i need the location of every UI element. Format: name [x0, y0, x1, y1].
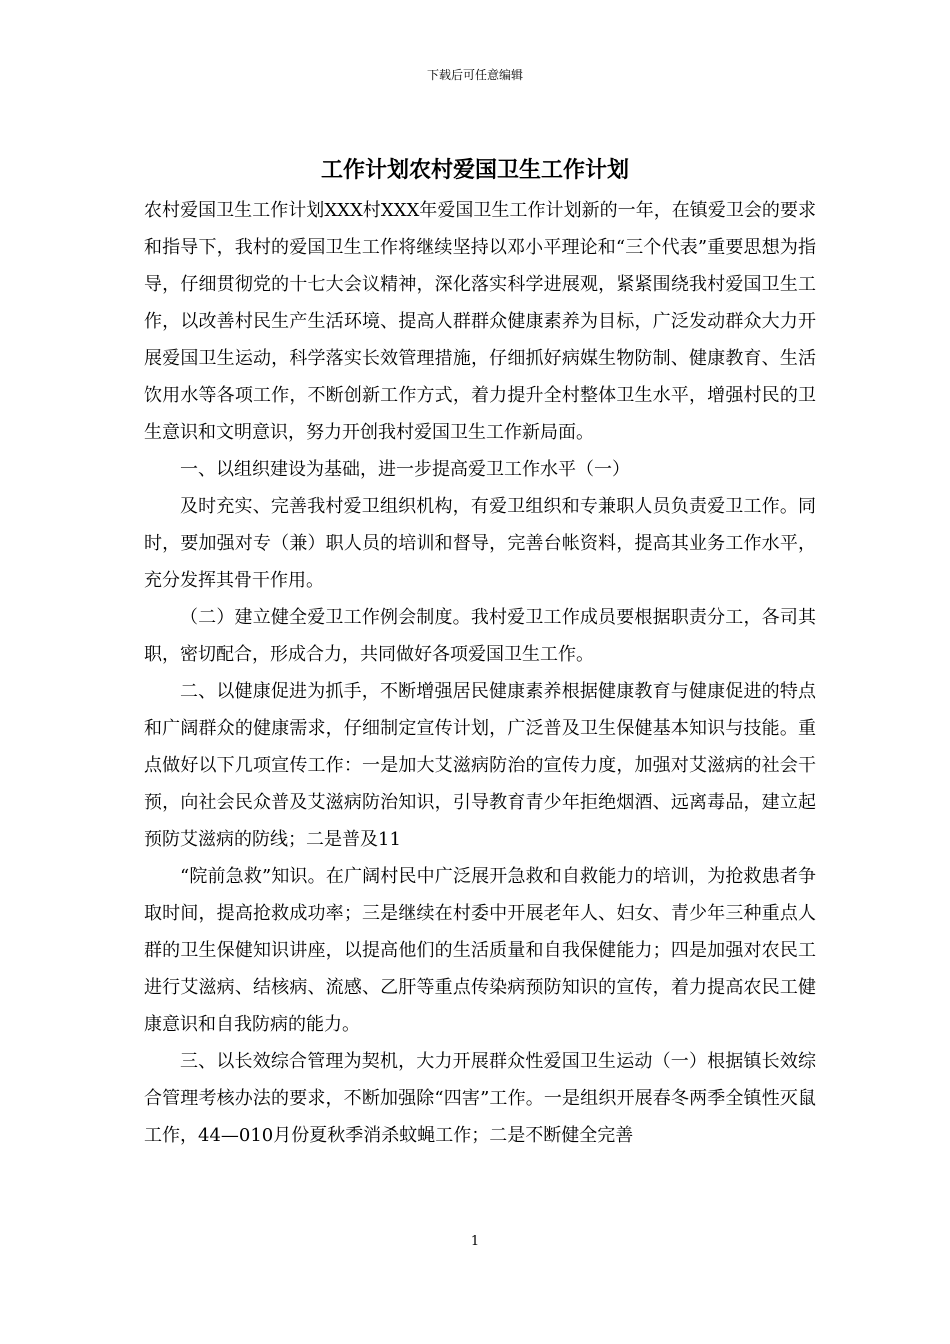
paragraph-intro: 农村爱国卫生工作计划XXX村XXX年爱国卫生工作计划新的一年，在镇爱卫会的要求和指导下，我村的爱国卫生工作将继续坚持以邓小平理论和“三个代表”重要思想为指导，仔细贯彻党的十七大会议精神，深化落实科学进展观，紧紧围绕我村爱国卫生工作，以改善村民生产生活环境、提高人群群众健康素养为目标，广泛发动群众大力开展爱国卫生运动，科学落实长效管理措施，仔细抓好病媒生物防制、健康教育、生活饮用水等各项工作，不断创新工作方式，着力提升全村整体卫生水平，增强村民的卫生意识和文明意识，努力开创我村爱国卫生工作新局面。: [144, 200, 816, 443]
paragraph-section-1-item-1: 及时充实、完善我村爱卫组织机构，有爱卫组织和专兼职人员负责爱卫工作。同时，要加强对专（兼）职人员的培训和督导，完善台帐资料，提高其业务工作水平，充分发挥其骨干作用。: [144, 496, 816, 591]
paragraph-section-2-continued: “院前急救”知识。在广阔村民中广泛展开急救和自救能力的培训，为抢救患者争取时间，提高抢救成功率；三是继续在村委中开展老年人、妇女、青少年三种重点人群的卫生保健知识讲座，以提高他们的生活质量和自我保健能力；四是加强对农民工进行艾滋病、结核病、流感、乙肝等重点传染病预防知识的宣传，着力提高农民工健康意识和自我防病的能力。: [144, 866, 816, 1035]
paragraph-section-1-heading: 一、以组织建设为基础，进一步提高爱卫工作水平（一）: [180, 459, 630, 480]
paragraph-section-2: 二、以健康促进为抓手，不断增强居民健康素养根据健康教育与健康促进的特点和广阔群众的健康需求，仔细制定宣传计划，广泛普及卫生保健基本知识与技能。重点做好以下几项宣传工作：一是加大艾滋病防治的宣传力度，加强对艾滋病的社会干预，向社会民众普及艾滋病防治知识，引导教育青少年拒绝烟酒、远离毒品，建立起预防艾滋病的防线；二是普及11: [144, 681, 816, 850]
paragraph-section-1-item-2: （二）建立健全爱卫工作例会制度。我村爱卫工作成员要根据职责分工，各司其职，密切配合，形成合力，共同做好各项爱国卫生工作。: [144, 607, 816, 665]
document-title: 工作计划农村爱国卫生工作计划: [320, 157, 629, 183]
document-body: [144, 192, 816, 1154]
header-note: 下载后可任意编辑: [426, 68, 523, 82]
page-number: 1: [470, 1234, 480, 1249]
paragraph-section-3: 三、以长效综合管理为契机，大力开展群众性爱国卫生运动（一）根据镇长效综合管理考核办法的要求，不断加强除“四害”工作。一是组织开展春冬两季全镇性灭鼠工作，44—010月份夏秋季消杀蚊蝇工作；二是不断健全完善: [144, 1051, 816, 1146]
